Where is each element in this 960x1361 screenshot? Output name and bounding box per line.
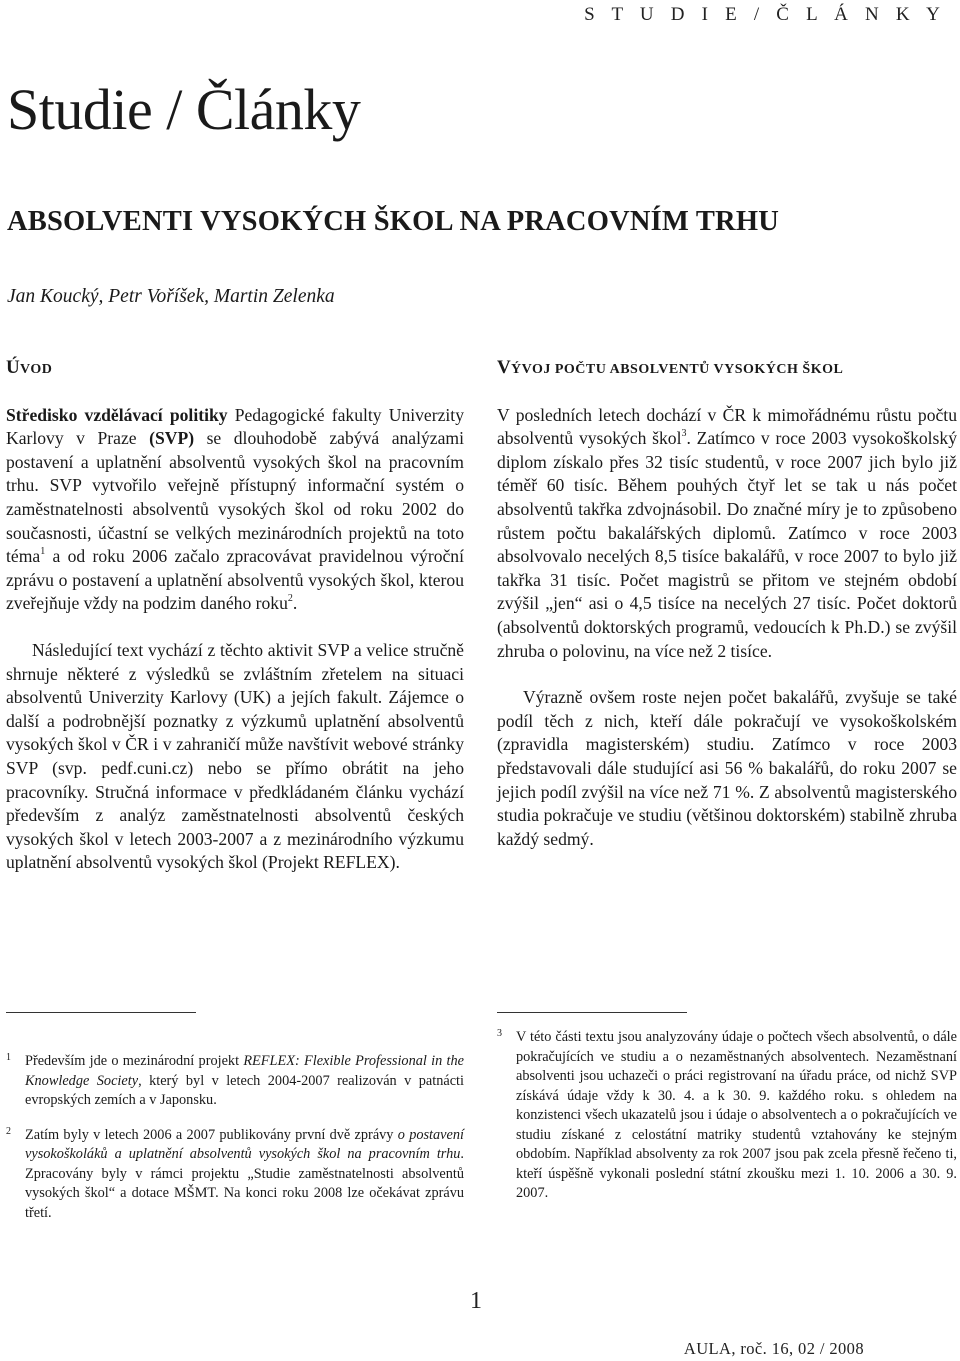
article-authors: Jan Koucký, Petr Voříšek, Martin Zelenka xyxy=(7,286,335,307)
intro-paragraph: Středisko vzdělávací politiky Pedagogické fakulty Univerzity Karlovy v Praze (SVP) se dlouhodobě zabývá analýzami postavení a uplatnění absolventů vysokých škol na pracovním trhu. SVP vytvořilo veřejně přístupný informační systém o zaměstnatelnosti absolventů vysokých škol od roku 2002 do současnosti, účastní se velkých mezinárodních projektů na toto téma$^1$ a od roku 2006 začalo zpracovávat pravidelnou výroční zprávu o postavení a uplatnění absolventů vysokých škol, kterou zveřejňuje vždy na podzim daného roku$^2$. xyxy=(6,404,464,614)
footnotes-left xyxy=(6,1052,464,1223)
footnote-number: 1 xyxy=(6,1052,11,1063)
footnote-3: 3 V této části textu jsou analyzovány údaje o počtech všech absolventů, o dále pokračujících ve studiu a o nezaměstnaných absolventech. Nezaměstnaní absolventi jsou uchazeči o práci registrovaní na úřadu práce, od nichž SVP získává údaje vždy k 30. 4. a k 30. 9. každého roku. s ohledem na konzistenci všech ukazatelů jsou i údaje o absolventech a o pokračujících ve studiu získané z celostátní matriky studentů vztahovány ke stejným obdobím. Například absolventy za rok 2007 jsou pak zcela přesně řečeno ti, kteří úspěšně vykonali poslední státní zkoušku mezi 1. 10. 2006 a 30. 9. 2007. xyxy=(497,1028,957,1204)
left-column xyxy=(6,356,464,875)
article-title: ABSOLVENTI VYSOKÝCH ŠKOL NA PRACOVNÍM TRHU xyxy=(7,206,779,237)
body-paragraph: Výrazně ovšem roste nejen počet bakalářů, zvyšuje se také podíl těch z nich, kteří dále pokračují ve vysokoškolském (zpravidla magisterském) studiu. Zatímco v roce 2003 představovali dále studující asi 56 % bakalářů, do roku 2007 se jejich podíl zvýšil na více než 71 %. Z absolventů magisterského studia pokračuje ve studiu (většinou doktorském) stabilně zhruba každý sedmý. xyxy=(497,687,957,849)
footnote-ref-2: 2 xyxy=(287,593,293,605)
section-heading-vyvoj: VÝVOJ POČTU ABSOLVENTŮ VYSOKÝCH ŠKOL xyxy=(497,357,844,378)
right-column xyxy=(497,356,957,851)
footnote-number: 2 xyxy=(6,1125,11,1137)
footnote-number: 3 xyxy=(497,1028,502,1039)
page-number: 1 xyxy=(470,1288,482,1314)
body-paragraph: Následující text vychází z těchto aktivit SVP a velice stručně shrnuje některé z výsledků se zvláštním zřetelem na situaci absolventů Univerzity Karlovy (UK) a jejích fakult. Zájemce o další a podrobnější poznatky z výzkumů uplatnění absolventů vysokých škol v ČR i v zahraničí může navštívit webové stránky SVP (svp. pedf.cuni.cz) nebo se přímo obrátit na jeho pracovníky. Stručná informace v předkládaném článku vychází především z analýz zaměstnatelnosti absolventů českých vysokých škol v letech 2003-2007 a z mezinárodního výzkumu uplatnění absolventů vysokých škol (Projekt REFLEX). xyxy=(6,639,464,873)
running-head: S T U D I E / Č L Á N K Y xyxy=(584,4,946,25)
body-paragraph: V posledních letech dochází v ČR k mimořádnému růstu počtu absolventů vysokých škol$^3$. Zatímco v roce 2003 vysokoškolský diplom získalo přes 32 tisíc studentů, v roce 2007 jich bylo již téměř 60 tisíc. Během pouhých čtyř let se tak u nás počet absolventů takřka zdvojnásobil. Do značné míry je to způsobeno růstem počtu bakalářských diplomů. Zatímco v roce 2003 absolvovalo necelých 8,5 tisíce bakalářů, v roce 2007 to bylo již takřka 31 tisíc. Počet magistrů se přitom ve stejném období zvýšil „jen“ asi o 4,5 tisíce na necelých 27 tisíc. Počet doktorů (absolventů doktorských programů, vedoucích k Ph.D.) se zvýšil zhruba o polovinu, na více než 2 tisíce. xyxy=(497,404,957,661)
footnote-1: 1 Především jde o mezinárodní projekt REFLEX: Flexible Professional in the Knowledge Society, který byl v letech 2004-2007 realizován v patnácti evropských zemích a v Japonsku. xyxy=(6,1052,464,1111)
footnote-2: 2 Zatím byly v letech 2006 a 2007 publikovány první dvě zprávy o postavení vysokoškoláků a uplatnění absolventů vysokých škol na pracovním trhu. Zpracovány byly v rámci projektu „Studie zaměstnatelnosti absolventů vysokých škol“ a dotace MŠMT. Na konci roku 2008 lze očekávat zprávu třetí. xyxy=(6,1126,464,1224)
footnotes-right xyxy=(497,1028,957,1204)
footnote-divider xyxy=(6,1012,196,1013)
footnote-divider xyxy=(497,1012,687,1013)
footnote-ref-3: 3 xyxy=(681,428,687,440)
journal-reference: AULA, roč. 16, 02 / 2008 xyxy=(683,1339,864,1358)
footnote-ref-1: 1 xyxy=(40,546,46,558)
section-heading-uvod: ÚVOD xyxy=(6,357,53,378)
section-title: Studie / Články xyxy=(7,77,361,142)
